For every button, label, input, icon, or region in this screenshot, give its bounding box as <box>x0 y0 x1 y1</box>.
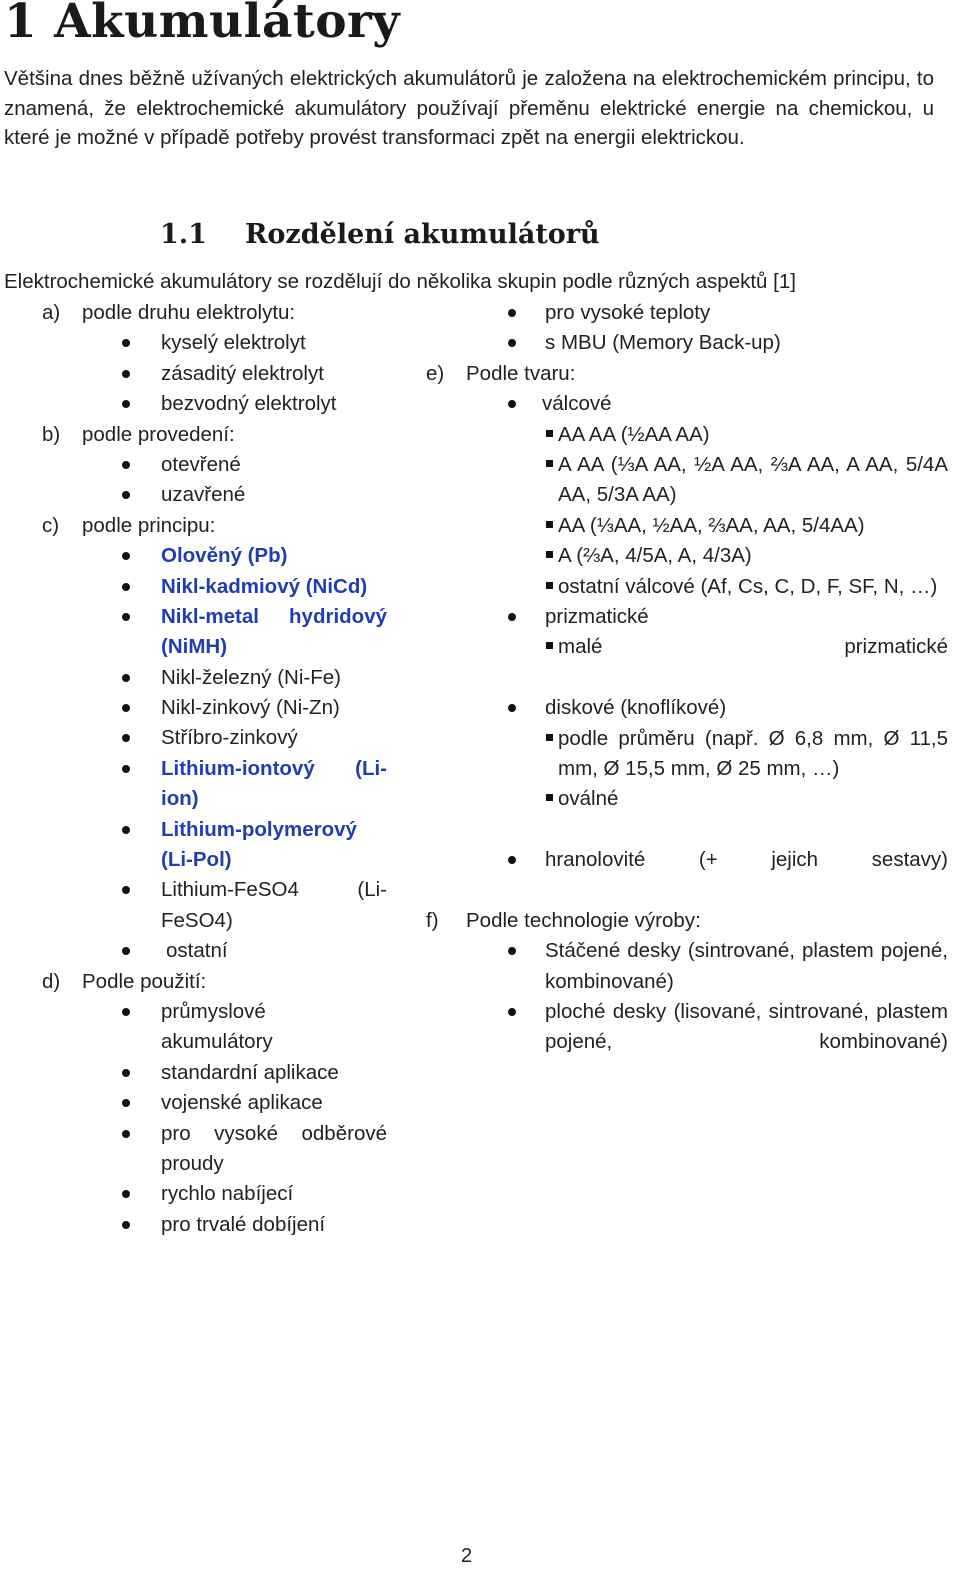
left-column <box>0 298 400 1240</box>
bullet-icon <box>122 734 130 742</box>
list-item <box>0 1088 400 1118</box>
lead-sentence: Elektrochemické akumulátory se rozdělují do několika skupin podle různých aspektů [1] <box>4 270 796 293</box>
list-item <box>420 450 950 511</box>
list-item <box>0 693 400 723</box>
list-item <box>0 450 400 480</box>
bullet-icon <box>122 1099 130 1107</box>
item-text: Olověný (Pb) <box>161 544 288 568</box>
item-text: otevřené <box>161 452 241 476</box>
item-text: pro trvalé dobíjení <box>161 1212 326 1236</box>
item-text: standardní aplikace <box>161 1060 339 1084</box>
list-item <box>420 784 950 845</box>
intro-paragraph: Většina dnes běžně užívaných elektrických akumulátorů je založena na elektrochemickém principu, to znamená, že elektrochemické akumulátory používají přeměnu elektrické energie na chemickou, u které je možné v případě potřeby provést transformaci zpět na energii elektrickou. <box>4 67 934 150</box>
item-text: Nikl-kadmiový (NiCd) <box>161 574 368 598</box>
bullet-icon <box>122 1130 130 1138</box>
page-number: 2 <box>461 1545 473 1567</box>
list-item <box>0 754 400 815</box>
list-item <box>420 389 950 419</box>
category-title: Podle použití: <box>82 969 207 993</box>
page-heading: 1 Akumulátory <box>4 0 401 49</box>
item-text: Nikl-zinkový (Ni-Zn) <box>161 696 340 720</box>
list-item <box>420 997 950 1058</box>
category-title: podle druhu elektrolytu: <box>82 301 296 324</box>
item-label: a) <box>42 301 61 324</box>
list-item <box>0 1058 400 1088</box>
item-text: oválné <box>558 787 619 811</box>
bullet-icon <box>122 765 130 773</box>
bullet-icon <box>508 856 516 864</box>
item-text: s MBU (Memory Back-up) <box>545 331 781 355</box>
item-text: prizmatické <box>545 604 649 628</box>
list-item <box>0 420 400 450</box>
bullet-icon <box>122 1069 130 1077</box>
item-label: d) <box>42 969 61 993</box>
bullet-icon <box>122 613 130 621</box>
bullet-icon <box>508 704 516 712</box>
item-text: hranolovité (+ jejich sestavy) <box>545 848 948 872</box>
list-item <box>420 693 950 723</box>
list-item <box>420 906 950 936</box>
item-label: e) <box>426 361 445 385</box>
section-heading <box>160 219 600 250</box>
item-label: f) <box>426 908 439 932</box>
list-item <box>0 1179 400 1209</box>
item-text: AA AA (½AA AA) <box>558 422 710 446</box>
bullet-icon <box>122 461 130 469</box>
list-item <box>420 724 950 785</box>
item-text: rychlo nabíjecí <box>161 1182 294 1206</box>
list-item <box>420 541 950 571</box>
bullet-icon <box>122 400 130 408</box>
bullet-icon <box>122 704 130 712</box>
item-text: ostatní <box>166 939 228 963</box>
square-bullet-icon <box>546 551 553 558</box>
item-text: A (⅔A, 4/5A, A, 4/3A) <box>558 544 752 568</box>
item-text: AA (⅓AA, ½AA, ⅔AA, AA, 5/4AA) <box>558 513 865 537</box>
list-item <box>0 602 400 663</box>
bullet-icon <box>122 1221 130 1229</box>
item-text: kyselý elektrolyt <box>161 331 306 355</box>
item-text: válcové <box>542 392 612 416</box>
square-bullet-icon <box>546 521 553 528</box>
bullet-icon <box>508 947 516 955</box>
list-item <box>420 359 950 389</box>
item-text: Lithium-polymerový (Li-Pol) <box>161 817 357 872</box>
item-text: Nikl-metal hydridový (NiMH) <box>161 604 387 659</box>
list-item <box>0 815 400 876</box>
item-text: pro vysoké odběrové proudy <box>161 1121 387 1176</box>
bullet-icon <box>122 886 130 894</box>
item-text: Lithium-FeSO4 (Li-FeSO4) <box>161 878 387 932</box>
item-text: malé prizmatické <box>558 635 948 659</box>
square-bullet-icon <box>546 430 553 437</box>
bullet-icon <box>508 339 516 347</box>
category-title: podle provedení: <box>82 422 235 446</box>
list-item <box>420 936 950 997</box>
bullet-icon <box>122 1008 130 1016</box>
list-item <box>0 1119 400 1180</box>
item-text: Stáčené desky (sintrované, plastem pojené, kombinované) <box>545 939 948 993</box>
list-item <box>420 602 950 632</box>
square-bullet-icon <box>546 794 553 801</box>
list-item <box>0 875 400 936</box>
item-label: c) <box>42 513 60 537</box>
bullet-icon <box>122 947 130 955</box>
list-item <box>0 359 400 389</box>
list-item <box>0 967 400 997</box>
list-item <box>0 328 400 358</box>
list-item <box>0 936 400 966</box>
list-item <box>420 420 950 450</box>
list-item <box>420 328 950 358</box>
list-item <box>420 632 950 693</box>
item-text: Nikl-železný (Ni-Fe) <box>161 665 341 689</box>
bullet-icon <box>508 400 516 408</box>
item-text: ploché desky (lisované, sintrované, plastem pojené, kombinované) <box>545 1000 948 1054</box>
list-item <box>0 389 400 419</box>
category-title: Podle tvaru: <box>466 361 576 385</box>
category-title: podle principu: <box>82 513 216 537</box>
item-text: Stříbro-zinkový <box>161 726 298 750</box>
item-text: zásaditý elektrolyt <box>161 361 324 385</box>
list-item <box>0 1210 400 1240</box>
section-title: Rozdělení akumulátorů <box>244 219 600 250</box>
square-bullet-icon <box>546 582 553 589</box>
square-bullet-icon <box>546 642 553 649</box>
section-number: 1.1 <box>160 219 207 250</box>
item-text: Lithium-iontový (Li-ion) <box>161 756 387 811</box>
square-bullet-icon <box>546 460 553 467</box>
item-text: ostatní válcové (Af, Cs, C, D, F, SF, N, …) <box>558 574 938 598</box>
list-item <box>420 572 950 602</box>
list-item <box>0 480 400 510</box>
list-item <box>0 298 400 328</box>
item-text: průmyslové akumulátory <box>161 1000 273 1054</box>
item-text: vojenské aplikace <box>161 1091 323 1115</box>
item-text: bezvodný elektrolyt <box>161 392 337 416</box>
bullet-icon <box>508 613 516 621</box>
list-item <box>0 511 400 541</box>
category-title: Podle technologie výroby: <box>466 908 701 932</box>
list-item <box>0 663 400 693</box>
list-item <box>420 511 950 541</box>
bullet-icon <box>122 583 130 591</box>
bullet-icon <box>122 674 130 682</box>
item-text: podle průměru (např. Ø 6,8 mm, Ø 11,5 mm, Ø 15,5 mm, Ø 25 mm, …) <box>558 726 948 780</box>
bullet-icon <box>508 1008 516 1016</box>
list-item <box>420 298 950 328</box>
bullet-icon <box>122 1190 130 1198</box>
item-text: A AA (⅓A AA, ½A AA, ⅔A AA, A AA, 5/4A AA, 5/3A AA) <box>558 452 948 507</box>
list-item <box>0 541 400 571</box>
square-bullet-icon <box>546 734 553 741</box>
bullet-icon <box>122 491 130 499</box>
list-item <box>0 997 400 1058</box>
right-column <box>420 298 950 1058</box>
list-item <box>0 572 400 602</box>
bullet-icon <box>122 370 130 378</box>
item-text: uzavřené <box>161 483 246 507</box>
item-label: b) <box>42 422 61 446</box>
list-item <box>420 845 950 906</box>
item-text: pro vysoké teploty <box>545 301 711 324</box>
bullet-icon <box>508 309 516 317</box>
bullet-icon <box>122 826 130 834</box>
list-item <box>0 723 400 753</box>
bullet-icon <box>122 552 130 560</box>
item-text: diskové (knoflíkové) <box>545 696 727 720</box>
bullet-icon <box>122 339 130 347</box>
